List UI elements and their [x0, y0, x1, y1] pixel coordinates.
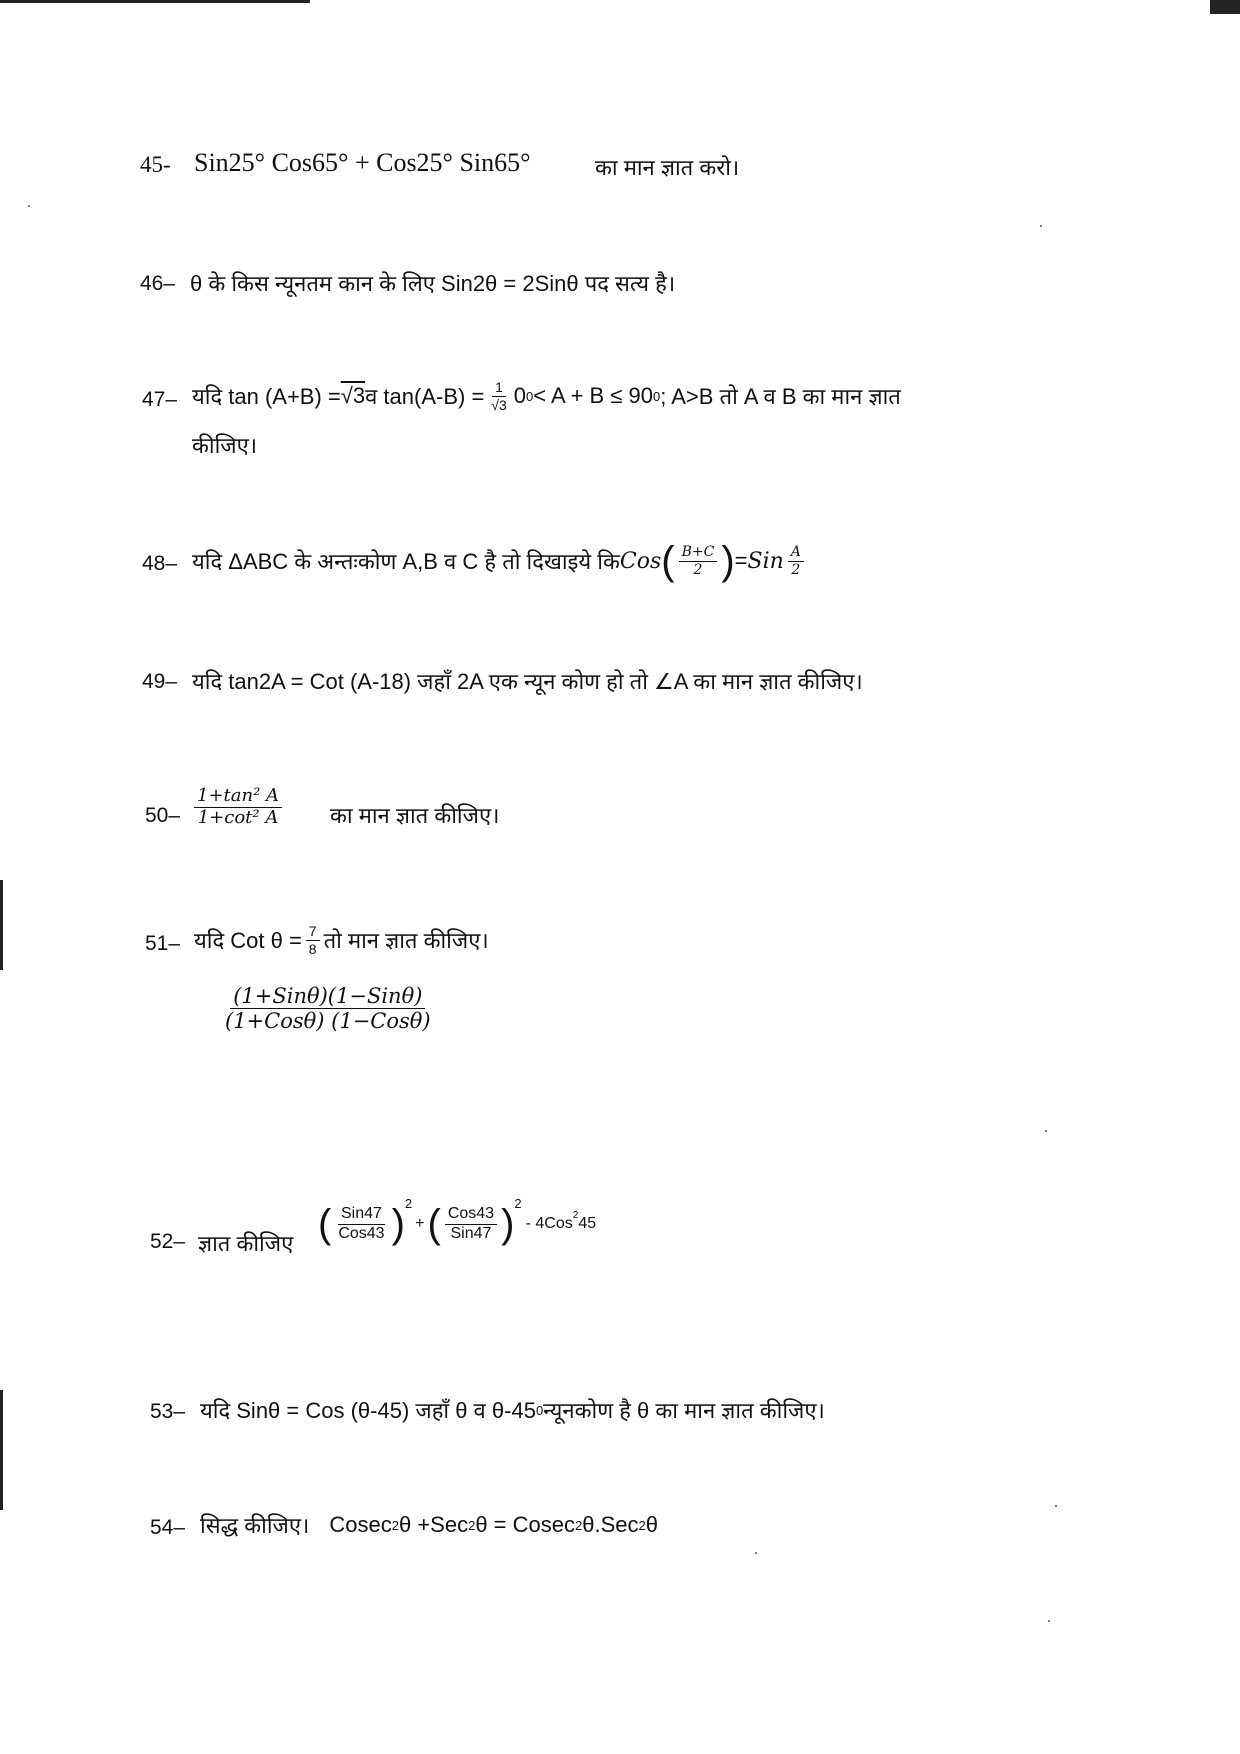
text-part: यदि tan (A+B) =: [192, 384, 341, 409]
speck: [1040, 225, 1042, 227]
denominator: Cos43: [338, 1224, 385, 1242]
fraction-seven-over-eight: [306, 923, 320, 956]
question-number: 51–: [145, 932, 181, 955]
text-part: θ: [645, 1512, 658, 1537]
scan-edge-left-lower: [0, 1390, 3, 1510]
fraction-tan-over-cot: [194, 786, 282, 828]
denominator: 1+cot² A: [197, 806, 279, 828]
question-number: 47–: [142, 388, 178, 411]
question-number: 46–: [140, 272, 176, 295]
speck: [1055, 1505, 1057, 1507]
question-text: का मान ज्ञात करो।: [595, 155, 740, 180]
square-exponent: 2: [468, 1517, 476, 1533]
sqrt-three: √3: [340, 383, 366, 408]
square-exponent: 2: [638, 1517, 646, 1533]
scan-edge-corner: [1210, 0, 1240, 14]
question-text: [192, 536, 808, 586]
text-part: यदि Cot θ =: [194, 928, 302, 953]
numerator: 1: [492, 379, 506, 396]
scan-edge-left: [0, 880, 3, 970]
degree-mark: 0: [526, 388, 534, 404]
right-paren: ): [501, 1202, 515, 1246]
fraction-cos43-over-sin47: [445, 1205, 497, 1243]
question-text-continued: कीजिए।: [192, 433, 258, 458]
equals: =: [734, 548, 748, 573]
question-number: 54–: [150, 1516, 186, 1539]
text-part: Cosec: [329, 1512, 392, 1537]
question-text: [200, 1395, 825, 1425]
question-fraction: [190, 786, 286, 828]
text-part: तो मान ज्ञात कीजिए।: [323, 928, 489, 953]
text-part: 45: [578, 1215, 597, 1232]
numerator: A: [788, 544, 804, 561]
text-part: θ = Cosec: [475, 1512, 575, 1537]
degree-mark: 0: [535, 1402, 544, 1418]
question-number: 48–: [142, 552, 178, 575]
question-text: [200, 1510, 658, 1540]
question-number: 45-: [140, 152, 171, 177]
question-text: ज्ञात कीजिए: [198, 1231, 294, 1256]
denominator: (1+Cosθ) (1−Cosθ): [225, 1009, 431, 1034]
denominator: 2: [791, 561, 801, 578]
right-paren: ): [391, 1202, 405, 1246]
fraction-one-over-root-three: [488, 379, 509, 412]
denominator: √3: [491, 396, 507, 413]
text-part: न्यूनकोण है θ का मान ज्ञात कीजिए।: [543, 1398, 825, 1423]
denominator: 8: [308, 940, 317, 957]
right-paren: ): [721, 539, 735, 583]
plus-sign: +: [415, 1215, 425, 1232]
text-part: यदि ΔABC के अन्तःकोण A,B व C है तो दिखाइये कि: [192, 549, 620, 574]
sin-term: Sin: [747, 548, 784, 574]
square-exponent: 2: [572, 1210, 579, 1221]
question-number: 49–: [142, 670, 178, 693]
speck: [755, 1552, 757, 1554]
denominator: 2: [693, 561, 703, 578]
numerator: B+C: [679, 544, 718, 561]
text-part: व tan(A-B) =: [365, 384, 485, 409]
question-number: 50–: [145, 804, 181, 827]
denominator: Sin47: [450, 1224, 492, 1242]
degree-mark: 0: [653, 388, 661, 404]
text-part: सिद्ध कीजिए।: [200, 1513, 310, 1538]
speck: [1048, 1620, 1050, 1622]
question-text: यदि tan2A = Cot (A-18) जहाँ 2A एक न्यून कोण हो तो ∠A का मान ज्ञात कीजिए।: [192, 669, 863, 694]
text-part: θ +Sec: [398, 1512, 469, 1537]
numerator: 7: [306, 923, 320, 940]
text-part: ; A>B तो A व B का मान ज्ञात: [660, 384, 901, 409]
square-exponent: 2: [514, 1196, 522, 1211]
fraction-b-plus-c-over-2: [679, 544, 718, 577]
text-part: यदि Sinθ = Cos (θ-45) जहाँ θ व θ-45: [200, 1398, 536, 1423]
question-expression: [318, 1196, 596, 1252]
text-part: 0: [513, 383, 527, 408]
numerator: Cos43: [445, 1205, 497, 1224]
fraction-sin47-over-cos43: [335, 1205, 387, 1243]
square-exponent: 2: [391, 1517, 399, 1533]
text-part: - 4Cos: [525, 1215, 573, 1232]
scan-edge-top: [0, 0, 310, 3]
numerator: 1+tan² A: [194, 786, 282, 808]
question-text: [192, 374, 901, 418]
question-expression: Sin25° Cos65° + Cos25° Sin65°: [194, 148, 531, 177]
question-text: का मान ज्ञात कीजिए।: [330, 803, 500, 828]
numerator: (1+Sinθ)(1−Sinθ): [230, 984, 425, 1009]
left-paren: (: [427, 1202, 441, 1246]
speck: [1045, 1130, 1047, 1132]
text-part: < A + B ≤ 90: [533, 383, 653, 408]
square-exponent: 2: [575, 1517, 583, 1533]
left-paren: (: [318, 1202, 332, 1246]
left-paren: (: [661, 539, 675, 583]
numerator: Sin47: [338, 1205, 385, 1224]
square-exponent: 2: [404, 1196, 413, 1211]
cos-term: Cos: [619, 548, 662, 574]
speck: [28, 205, 30, 207]
text-part: θ.Sec: [582, 1512, 639, 1537]
question-text: [194, 918, 489, 962]
question-text: θ के किस न्यूनतम कान के लिए Sin2θ = 2Sinθ पद सत्य है।: [190, 271, 676, 296]
fraction-sin-cos-product: [222, 984, 434, 1033]
expression-fraction: [218, 984, 438, 1033]
fraction-a-over-2: [788, 544, 804, 577]
question-number: 53–: [150, 1400, 186, 1423]
question-number: 52–: [150, 1230, 186, 1253]
